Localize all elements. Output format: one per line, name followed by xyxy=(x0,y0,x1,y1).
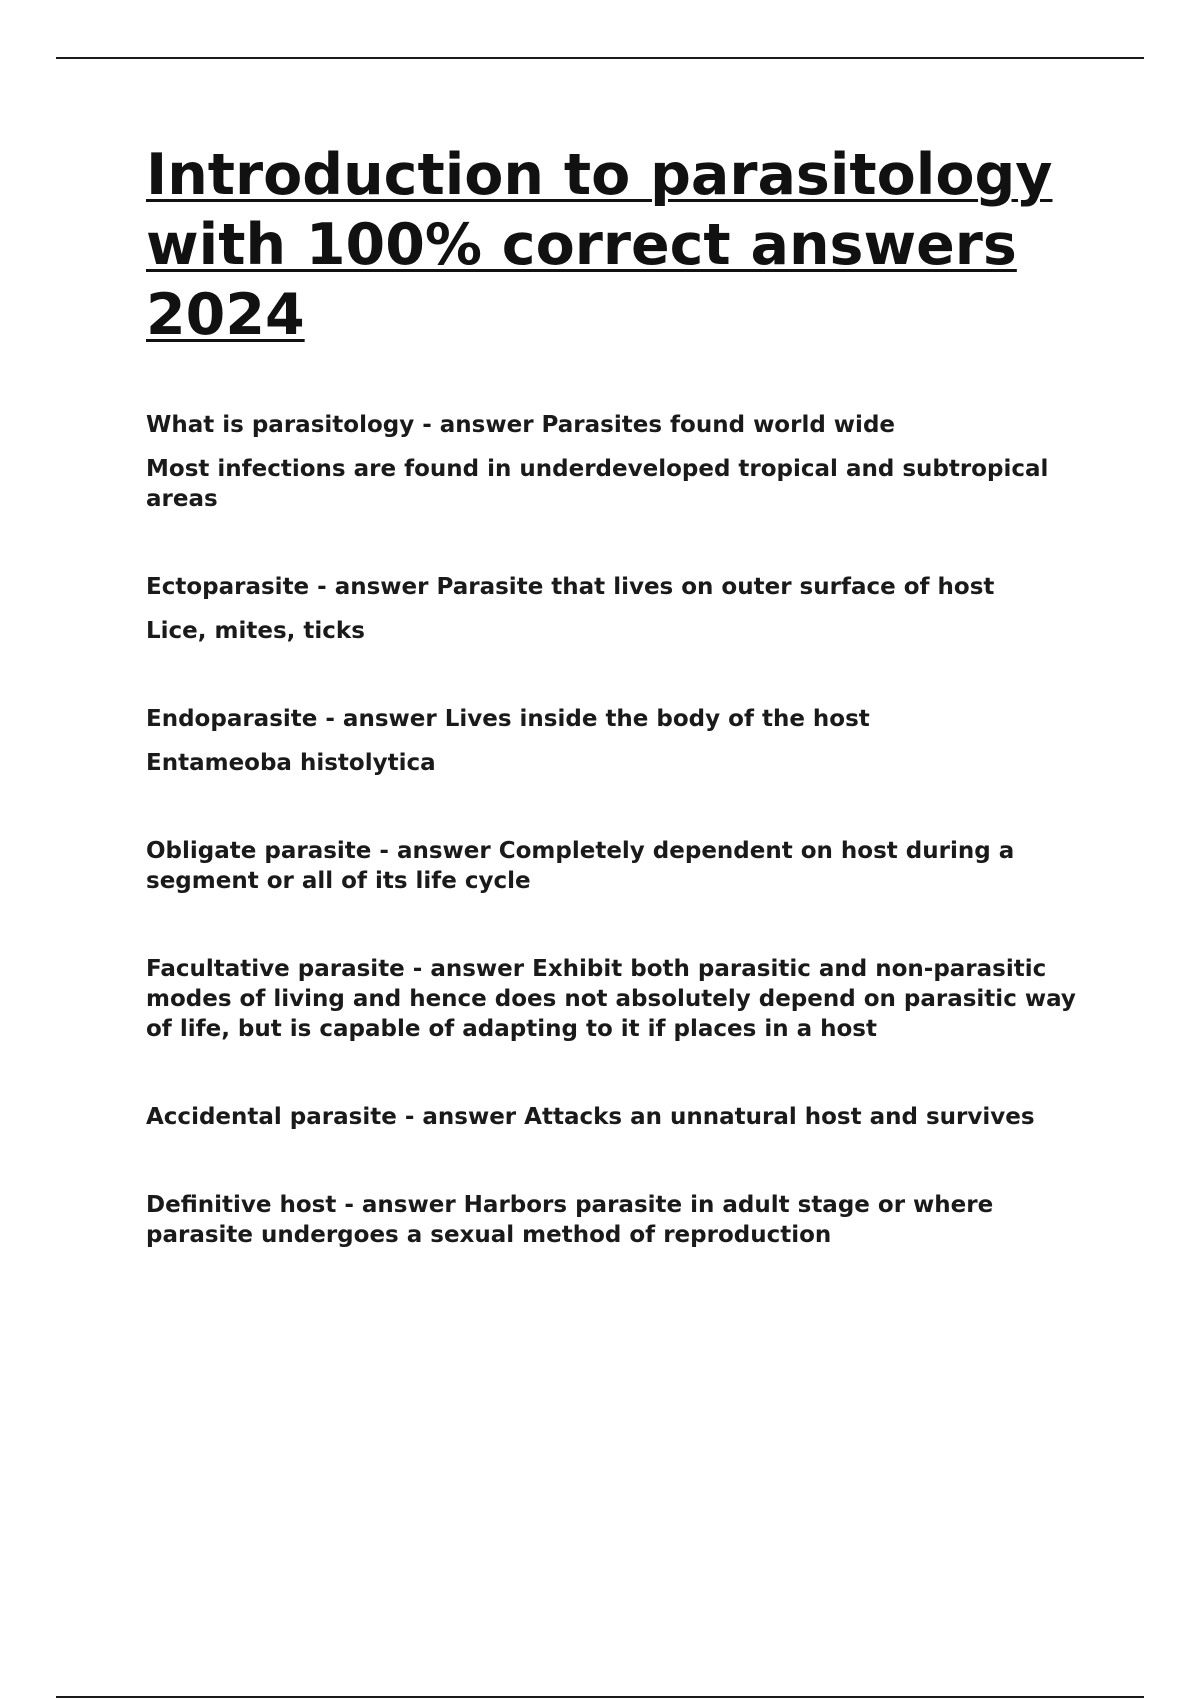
qa-detail-line: Most infections are found in underdeveloped tropical and subtropical areas xyxy=(146,456,1049,512)
top-rule xyxy=(56,57,1144,59)
qa-list xyxy=(146,410,1086,1250)
qa-detail-line: Entameoba histolytica xyxy=(146,750,436,776)
qa-detail-line: Lice, mites, ticks xyxy=(146,618,365,644)
qa-item-definitive-host xyxy=(146,1190,1086,1250)
qa-answer-line: What is parasitology - answer Parasites found world wide xyxy=(146,412,896,438)
qa-item-endoparasite xyxy=(146,704,1086,778)
qa-answer-line: Obligate parasite - answer Completely dependent on host during a segment or all of its life cycle xyxy=(146,838,1015,894)
qa-answer-line: Facultative parasite - answer Exhibit both parasitic and non-parasitic modes of living and hence does not absolutely depend on parasitic way of life, but is capable of adapting to it if places in a host xyxy=(146,956,1076,1042)
qa-item-accidental-parasite xyxy=(146,1102,1086,1132)
qa-item-ectoparasite xyxy=(146,572,1086,646)
bottom-rule xyxy=(56,1696,1144,1698)
qa-item-facultative-parasite xyxy=(146,954,1086,1044)
qa-answer-line: Endoparasite - answer Lives inside the body of the host xyxy=(146,706,870,732)
qa-answer-line: Accidental parasite - answer Attacks an unnatural host and survives xyxy=(146,1104,1035,1130)
document-title: Introduction to parasitology with 100% correct answers 2024 xyxy=(146,142,1053,348)
document-body xyxy=(146,140,1086,1308)
qa-item-obligate-parasite xyxy=(146,836,1086,896)
qa-answer-line: Ectoparasite - answer Parasite that lives on outer surface of host xyxy=(146,574,995,600)
qa-item-parasitology xyxy=(146,410,1086,514)
qa-answer-line: Definitive host - answer Harbors parasite in adult stage or where parasite undergoes a sexual method of reproduction xyxy=(146,1192,994,1248)
